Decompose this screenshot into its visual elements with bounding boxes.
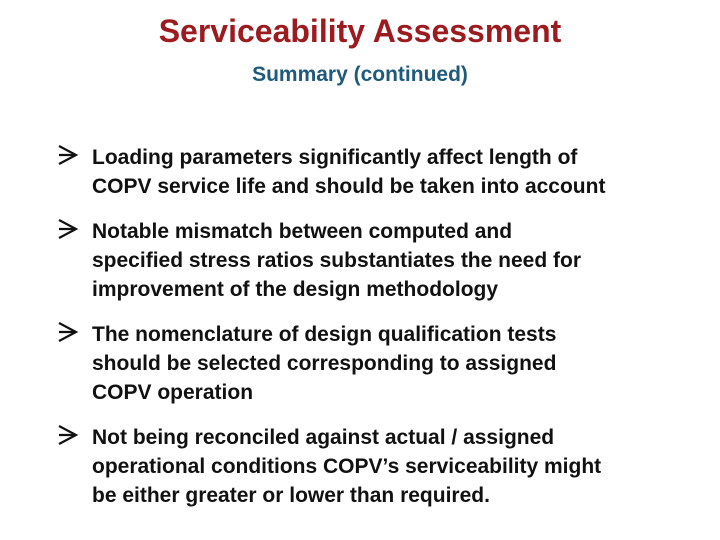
bullet-text: Not being reconciled against actual / assigned operational conditions COPV’s serviceability might be either greater or lower than required. <box>92 426 602 507</box>
bullet-text: Loading parameters significantly affect length of COPV service life and should be taken into account <box>92 146 606 198</box>
arrowhead-bullet-icon <box>56 321 80 343</box>
arrowhead-bullet-icon <box>56 144 80 166</box>
bullet-item-2 <box>56 217 696 304</box>
slide-subtitle: Summary (continued) <box>252 63 468 86</box>
bullet-list <box>56 143 696 526</box>
bullet-item-1 <box>56 143 696 201</box>
bullet-item-4 <box>56 423 696 510</box>
bullet-text: The nomenclature of design qualification tests should be selected corresponding to assigned COPV operation <box>92 323 557 404</box>
arrowhead-bullet-icon <box>56 218 80 240</box>
bullet-item-3 <box>56 320 696 407</box>
arrowhead-bullet-icon <box>56 424 80 446</box>
slide-title: Serviceability Assessment <box>158 13 562 49</box>
bullet-text: Notable mismatch between computed and specified stress ratios substantiates the need for improvement of the design methodology <box>92 220 581 301</box>
